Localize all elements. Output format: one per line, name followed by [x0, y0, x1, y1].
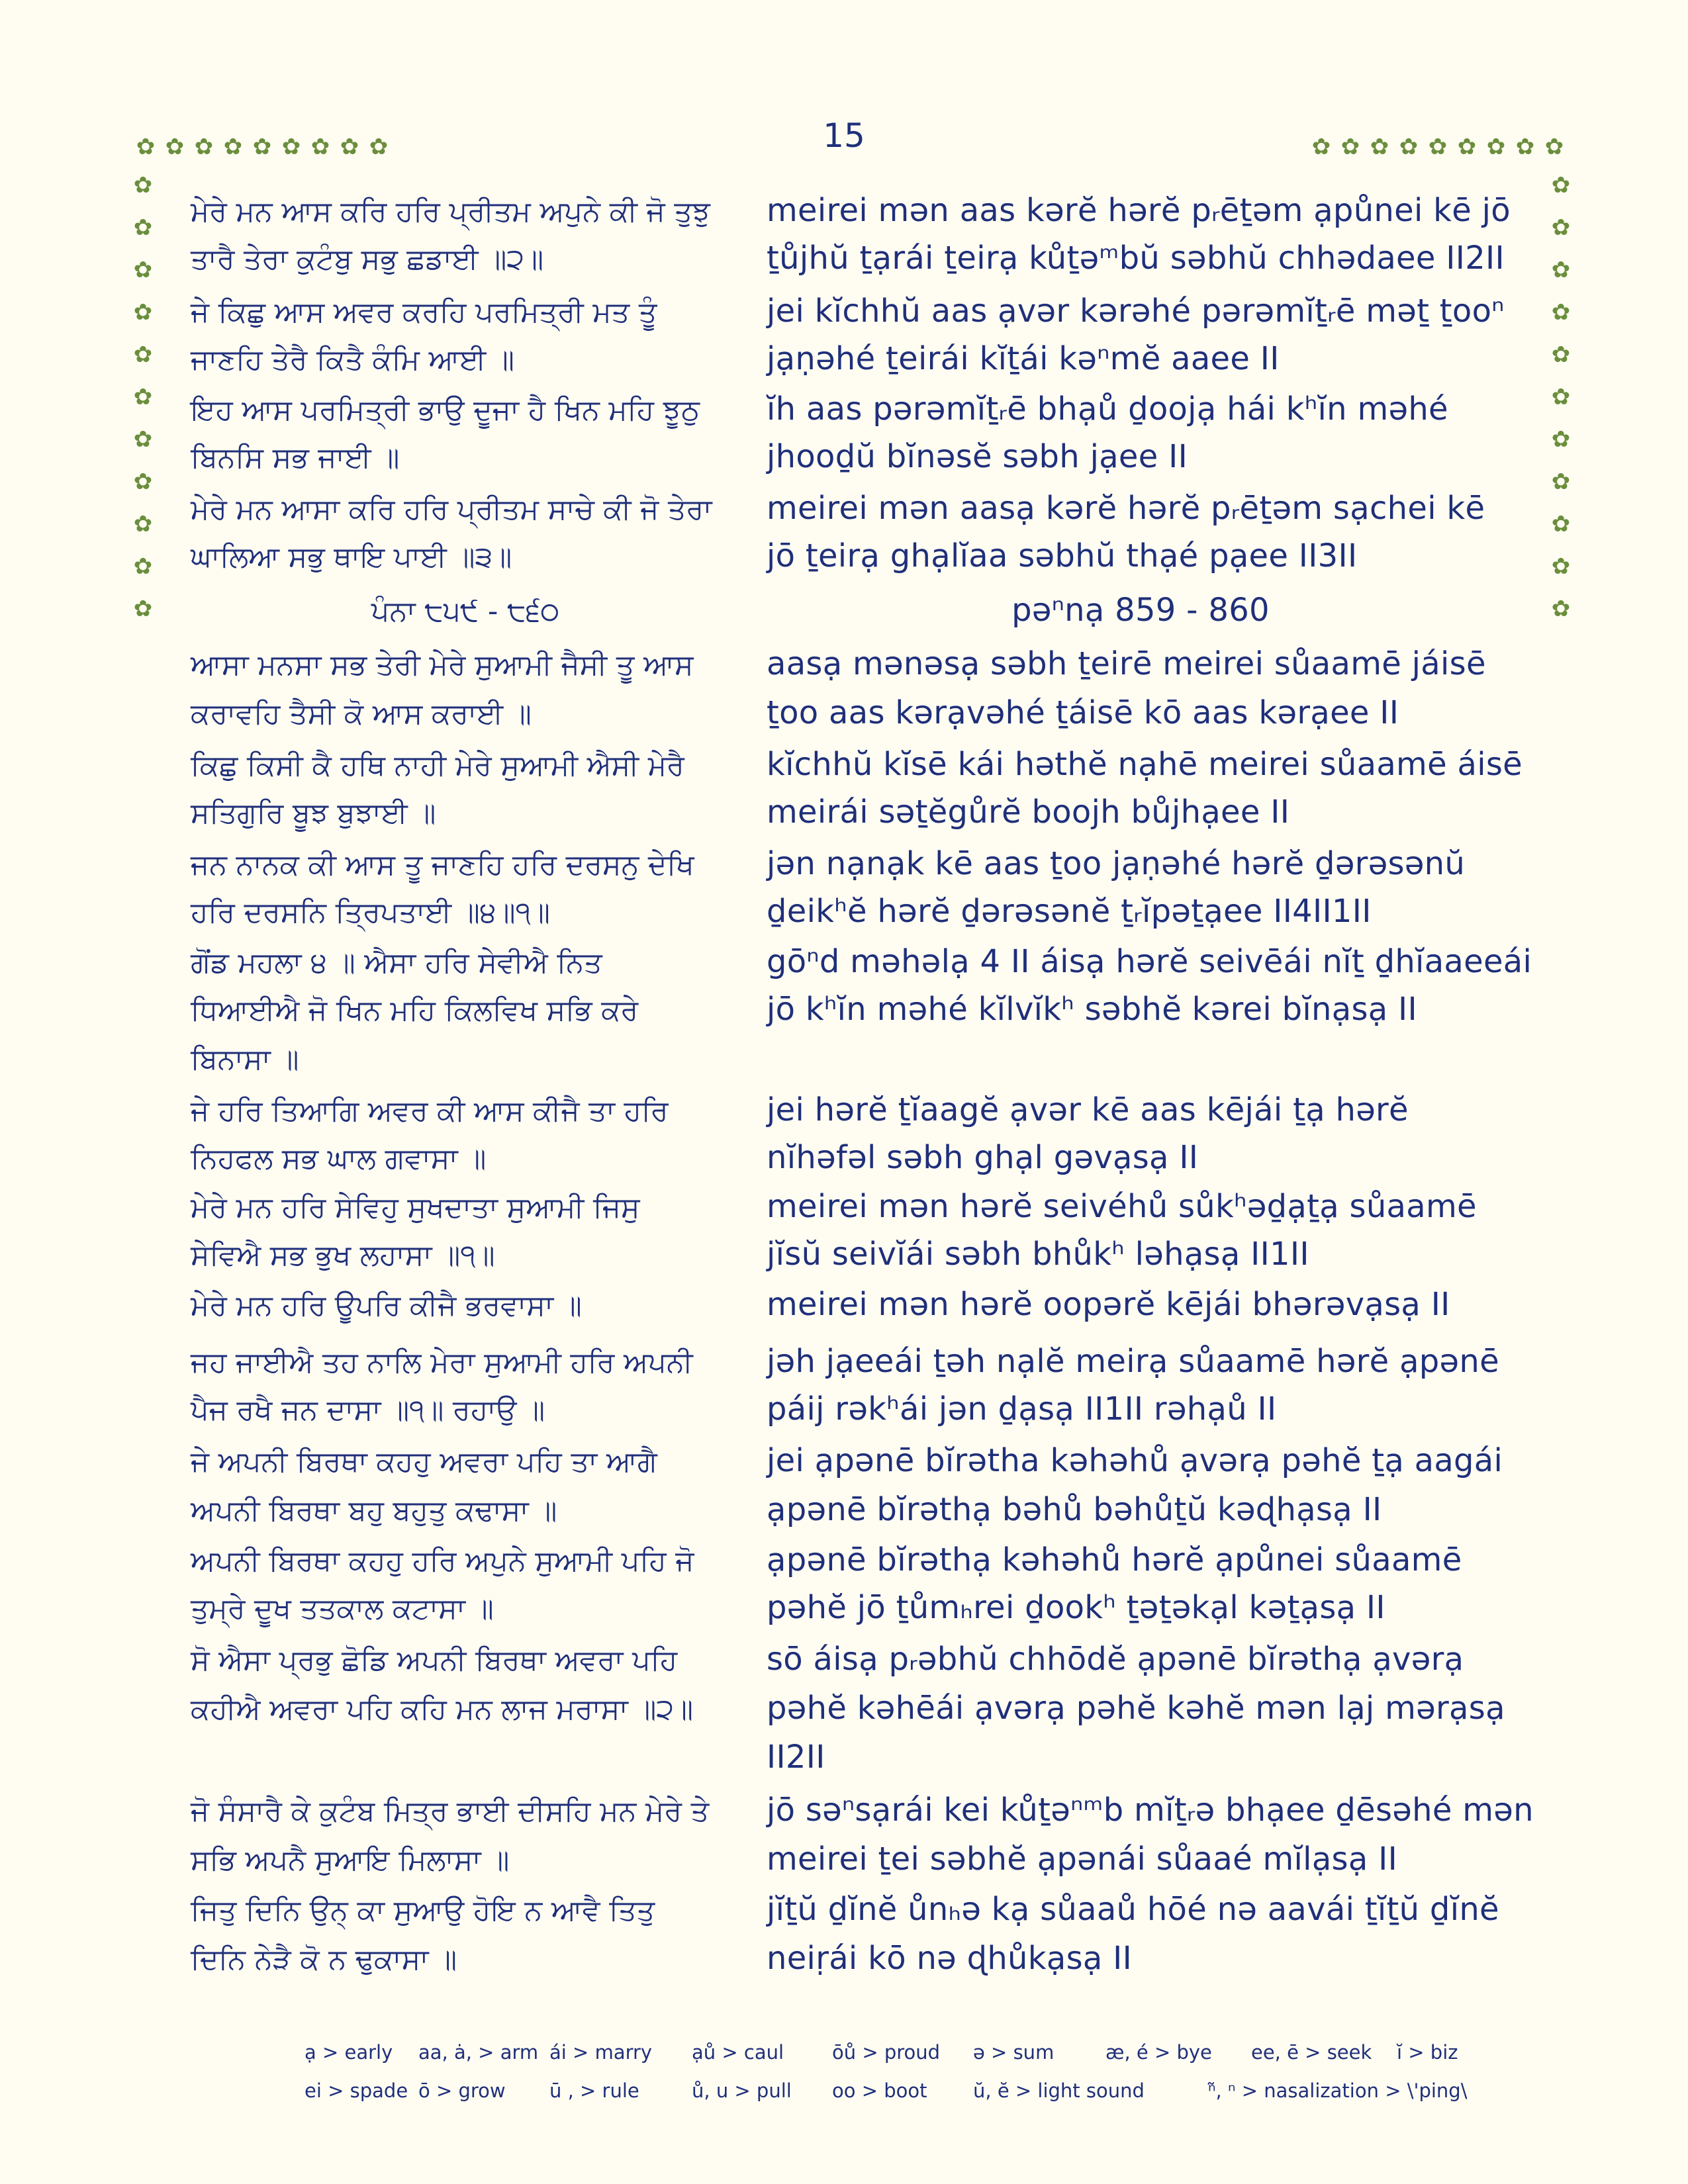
gurmukhi-line: ਮੇਰੇ ਮਨ ਹਰਿ ਊਪਰਿ ਕੀਜੈ ਭਰਵਾਸਾ ॥: [191, 1289, 582, 1322]
flower-ornament-icon: ✿: [136, 134, 156, 160]
flower-ornament-icon: ✿: [1551, 553, 1571, 580]
translit-line: ạpənē bĭrəthạ kəhəhů hərĕ ạpůnei sůaamē: [767, 1541, 1462, 1578]
flower-ornament-icon: ✿: [133, 511, 153, 537]
translit-line: jei hərĕ ṯĭaagĕ ạvər kē aas kējái ṯạ hərĕ: [767, 1091, 1409, 1128]
translit-line: aasạ mənəsạ səbh ṯeirē meirei sůaamē jáisē: [767, 645, 1486, 682]
translit-line: pəhĕ jō ṯůmₕrei ḏookʰ ṯəṯəkạl kəṯạsạ II: [767, 1589, 1385, 1626]
top-left-ornament-row: [131, 132, 393, 161]
flower-ornament-icon: ✿: [133, 299, 153, 326]
flower-ornament-icon: ✿: [1370, 134, 1389, 160]
gurmukhi-line: ਮੇਰੇ ਮਨ ਆਸ ਕਰਿ ਹਰਿ ਪ੍ਰੀਤਮ ਅਪੁਨੇ ਕੀ ਜੋ ਤੁਝੁ: [191, 195, 710, 228]
legend-item: ōů > proud: [832, 2041, 941, 2064]
gurmukhi-line: ਹਰਿ ਦਰਸਨਿ ਤ੍ਰਿਪਤਾਈ ॥੪॥੧॥: [191, 896, 550, 929]
translit-line: jō ṯeirạ ghạlĭaa səbhŭ thạé pạee II3II: [767, 537, 1358, 574]
gurmukhi-line: ਆਸਾ ਮਨਸਾ ਸਭ ਤੇਰੀ ਮੇਰੇ ਸੁਆਮੀ ਜੈਸੀ ਤੂ ਆਸ: [191, 649, 694, 682]
gurmukhi-line: ਜੇ ਕਿਛੁ ਆਸ ਅਵਰ ਕਰਹਿ ਪਰਮਿਤ੍ਰੀ ਮਤ ਤੂੰ: [191, 296, 657, 329]
translit-line: jəh jạeeái ṯəh nạlĕ meirạ sůaamē hərĕ ạpənē: [767, 1343, 1499, 1380]
legend-item: ei > spade: [305, 2079, 408, 2102]
flower-ornament-icon: ✿: [1486, 134, 1506, 160]
flower-ornament-icon: ✿: [194, 134, 214, 160]
gurmukhi-line: ਧਿਆਈਐ ਜੋ ਖਿਨ ਮਹਿ ਕਿਲਵਿਖ ਸਭਿ ਕਰੇ: [191, 994, 639, 1027]
flower-ornament-icon: ✿: [1428, 134, 1448, 160]
flower-ornament-icon: ✿: [223, 134, 243, 160]
flower-ornament-icon: ✿: [1551, 341, 1571, 368]
translit-line: jei kĭchhŭ aas ạvər kərəhé pərəmĭṯᵣē məṯ ṯooⁿ: [767, 293, 1505, 330]
gurmukhi-line: ਸੇਵਿਐ ਸਭ ਭੁਖ ਲਹਾਸਾ ॥੧॥: [191, 1239, 495, 1272]
translit-line: II2II: [767, 1739, 825, 1776]
gurmukhi-line: ਬਿਨਸਿ ਸਭ ਜਾਈ ॥: [191, 441, 400, 475]
flower-ornament-icon: ✿: [133, 172, 153, 199]
legend-item: ō > grow: [418, 2079, 506, 2102]
flower-ornament-icon: ✿: [165, 134, 185, 160]
legend-item: ŭ, ĕ > light sound: [973, 2079, 1145, 2102]
translit-line: neiṛái kō nə ɖhůkạsạ II: [767, 1940, 1133, 1977]
flower-ornament-icon: ✿: [133, 426, 153, 453]
flower-ornament-icon: ✿: [310, 134, 330, 160]
gurmukhi-line: ਜੇ ਹਰਿ ਤਿਆਗਿ ਅਵਰ ਕੀ ਆਸ ਕੀਜੈ ਤਾ ਹਰਿ: [191, 1095, 669, 1128]
translit-line: jĭṯŭ ḏĭnĕ ůnₕə kạ sůaaů hōé nə aavái ṯĭṯŭ ḏĭnĕ: [767, 1891, 1499, 1928]
flower-ornament-icon: ✿: [1311, 134, 1331, 160]
flower-ornament-icon: ✿: [1544, 134, 1564, 160]
gurmukhi-line: ਨਿਹਫਲ ਸਭ ਘਾਲ ਗਵਾਸਾ ॥: [191, 1142, 487, 1175]
flower-ornament-icon: ✿: [133, 257, 153, 283]
legend-item: ạů > caul: [692, 2041, 784, 2064]
gurmukhi-line: ਕਹੀਐ ਅਵਰਾ ਪਹਿ ਕਹਿ ਮਨ ਲਾਜ ਮਰਾਸਾ ॥੨॥: [191, 1693, 694, 1726]
gurmukhi-line: ਜੋ ਸੰਸਾਰੈ ਕੇ ਕੁਟੰਬ ਮਿਤ੍ਰ ਭਾਈ ਦੀਸਹਿ ਮਨ ਮੇਰੇ ਤੇ: [191, 1795, 710, 1828]
translit-line: meirái səṯĕgůrĕ boojh bůjhạee II: [767, 794, 1290, 831]
gurmukhi-line: ਮੇਰੇ ਮਨ ਹਰਿ ਸੇਵਿਹੁ ਸੁਖਦਾਤਾ ਸੁਆਮੀ ਜਿਸੁ: [191, 1191, 640, 1224]
legend-item: ái > marry: [549, 2041, 653, 2064]
translit-line: gōⁿd məhəlạ 4 II áisạ hərĕ seivēái nĭṯ ḏhĭaaeeái: [767, 943, 1532, 980]
flower-ornament-icon: ✿: [1551, 596, 1571, 622]
legend-item: ee, ē > seek: [1251, 2041, 1372, 2064]
gurmukhi-line: ਤੁਮ੍ਰੇ ਦੂਖ ਤਤਕਾਲ ਕਟਾਸਾ ॥: [191, 1592, 494, 1625]
translit-line: kĭchhŭ kĭsē kái həthĕ nạhē meirei sůaamē áisē: [767, 746, 1523, 783]
translit-line: ṯůjhŭ ṯạrái ṯeirạ kůṯəᵐbŭ səbhŭ chhədaee II2II: [767, 240, 1505, 277]
flower-ornament-icon: ✿: [1551, 257, 1571, 283]
flower-ornament-icon: ✿: [1551, 511, 1571, 537]
translit-line: meirei ṯei səbhĕ ạpənái sůaaé mĭlạsạ II: [767, 1841, 1398, 1878]
legend-item: ĭ > biz: [1397, 2041, 1458, 2064]
gurmukhi-line: ਜੇ ਅਪਨੀ ਬਿਰਥਾ ਕਹਹੁ ਅਵਰਾ ਪਹਿ ਤਾ ਆਗੈ: [191, 1445, 657, 1479]
gurmukhi-line: ਅਪਨੀ ਬਿਰਥਾ ਬਹੁ ਬਹੁਤੁ ਕਢਾਸਾ ॥: [191, 1494, 557, 1527]
flower-ornament-icon: ✿: [1551, 299, 1571, 326]
gurmukhi-line: ਜਹ ਜਾਈਐ ਤਹ ਨਾਲਿ ਮੇਰਾ ਸੁਆਮੀ ਹਰਿ ਅਪਨੀ: [191, 1346, 693, 1379]
gurmukhi-line: ਸਤਿਗੁਰਿ ਬੂਝ ਬੁਝਾਈ ॥: [191, 797, 436, 830]
flower-ornament-icon: ✿: [369, 134, 389, 160]
gurmukhi-line: ਇਹ ਆਸ ਪਰਮਿਤ੍ਰੀ ਭਾਉ ਦੂਜਾ ਹੈ ਖਿਨ ਮਹਿ ਝੂਠੁ: [191, 394, 700, 427]
gurmukhi-line: ਪੈਜ ਰਖੈ ਜਨ ਦਾਸਾ ॥੧॥ ਰਹਾਉ ॥: [191, 1394, 545, 1427]
page-range-heading-gurmukhi: ਪੰਨਾ ੮੫੯ - ੮੬੦: [371, 595, 560, 628]
flower-ornament-icon: ✿: [133, 214, 153, 241]
translit-line: sō áisạ pᵣəbhŭ chhōdĕ ạpənē bĭrəthạ ạvərạ: [767, 1641, 1464, 1678]
legend-item: ə > sum: [973, 2041, 1055, 2064]
page-number: 15: [823, 116, 865, 155]
gurmukhi-line: ਅਪਨੀ ਬਿਰਥਾ ਕਹਹੁ ਹਰਿ ਅਪੁਨੇ ਸੁਆਮੀ ਪਹਿ ਜੋ: [191, 1545, 694, 1578]
flower-ornament-icon: ✿: [133, 469, 153, 495]
flower-ornament-icon: ✿: [340, 134, 359, 160]
translit-line: pəhĕ kəhēái ạvərạ pəhĕ kəhĕ mən lạj mərạsạ: [767, 1690, 1505, 1727]
flower-ornament-icon: ✿: [1551, 214, 1571, 241]
flower-ornament-icon: ✿: [1551, 426, 1571, 453]
flower-ornament-icon: ✿: [1515, 134, 1535, 160]
gurmukhi-line: ਬਿਨਾਸਾ ॥: [191, 1043, 299, 1076]
flower-ornament-icon: ✿: [133, 596, 153, 622]
gurmukhi-line: ਜਿਤੁ ਦਿਨਿ ਉਨ੍ ਕਾ ਸੁਆਉ ਹੋਇ ਨ ਆਵੈ ਤਿਤੁ: [191, 1894, 655, 1927]
translit-line: jō kʰĭn məhé kĭlvĭkʰ səbhĕ kərei bĭnạsạ II: [767, 991, 1417, 1028]
flower-ornament-icon: ✿: [1551, 384, 1571, 410]
flower-ornament-icon: ✿: [1457, 134, 1477, 160]
translit-line: meirei mən hərĕ oopərĕ kējái bhərəvạsạ II: [767, 1286, 1450, 1323]
flower-ornament-icon: ✿: [133, 553, 153, 580]
gurmukhi-line: ਮੇਰੇ ਮਨ ਆਸਾ ਕਰਿ ਹਰਿ ਪ੍ਰੀਤਮ ਸਾਚੇ ਕੀ ਜੋ ਤੇਰਾ: [191, 493, 712, 526]
legend-item: ạ > early: [305, 2041, 393, 2064]
translit-line: jei ạpənē bĭrətha kəhəhů ạvərạ pəhĕ ṯạ aagái: [767, 1442, 1503, 1479]
gurmukhi-line: ਤਾਰੈ ਤੇਰਾ ਕੁਟੰਬੁ ਸਭੁ ਛਡਾਈ ॥੨॥: [191, 243, 544, 276]
flower-ornament-icon: ✿: [281, 134, 301, 160]
legend-item: ⁿ̃, ⁿ > nasalization > \'ping\: [1208, 2079, 1468, 2102]
gurmukhi-line: ਸੋ ਐਸਾ ਪ੍ਰਭੁ ਛੋਡਿ ਅਪਨੀ ਬਿਰਥਾ ਅਵਰਾ ਪਹਿ: [191, 1644, 678, 1677]
gurmukhi-line: ਗੋਂਡ ਮਹਲਾ ੪ ॥ ਐਸਾ ਹਰਿ ਸੇਵੀਐ ਨਿਤ: [191, 946, 602, 979]
translit-line: jạṇəhé ṯeirái kĭṯái kəⁿmĕ aaee II: [767, 340, 1280, 377]
flower-ornament-icon: ✿: [1399, 134, 1419, 160]
flower-ornament-icon: ✿: [1551, 172, 1571, 199]
legend-item: æ, é > bye: [1105, 2041, 1212, 2064]
translit-line: jĭsŭ seivĭái səbh bhůkʰ ləhạsạ II1II: [767, 1236, 1309, 1273]
gurmukhi-line: ਜਨ ਨਾਨਕ ਕੀ ਆਸ ਤੂ ਜਾਣਹਿ ਹਰਿ ਦਰਸਨੁ ਦੇਖਿ: [191, 848, 694, 882]
flower-ornament-icon: ✿: [1340, 134, 1360, 160]
gurmukhi-line: ਜਾਣਹਿ ਤੇਰੈ ਕਿਤੈ ਕੰਮਿ ਆਈ ॥: [191, 343, 514, 377]
legend-item: ů, u > pull: [692, 2079, 792, 2102]
left-ornament-column: [128, 164, 158, 630]
translit-line: meirei mən aasạ kərĕ hərĕ pᵣēṯəm sạchei kē: [767, 490, 1485, 527]
gurmukhi-line: ਘਾਲਿਆ ਸਭੁ ਥਾਇ ਪਾਈ ॥੩॥: [191, 541, 512, 574]
flower-ornament-icon: ✿: [133, 384, 153, 410]
legend-item: aa, ȧ, > arm: [418, 2041, 539, 2064]
flower-ornament-icon: ✿: [252, 134, 272, 160]
translit-line: nĭhəfəl səbh ghạl gəvạsạ II: [767, 1139, 1199, 1176]
flower-ornament-icon: ✿: [133, 341, 153, 368]
page-range-heading-translit: pəⁿnạ 859 - 860: [1011, 592, 1270, 629]
top-right-ornament-row: [1307, 132, 1569, 161]
translit-line: ạpənē bĭrəthạ bəhů bəhůṯŭ kəɖhạsạ II: [767, 1491, 1382, 1528]
translit-line: meirei mən hərĕ seivéhů sůkʰəḏạṯạ sůaamē: [767, 1188, 1477, 1225]
flower-ornament-icon: ✿: [1551, 469, 1571, 495]
translit-line: ĭh aas pərəmĭṯᵣē bhạů ḏoojạ hái kʰĭn məhé: [767, 390, 1448, 428]
gurmukhi-line: ਸਭਿ ਅਪਨੈ ਸੁਆਇ ਮਿਲਾਸਾ ॥: [191, 1844, 510, 1877]
translit-line: páij rəkʰái jən ḏạsạ II1II rəhạů II: [767, 1390, 1277, 1428]
translit-line: meirei mən aas kərĕ hərĕ pᵣēṯəm ạpůnei kē jō: [767, 192, 1511, 229]
translit-line: jhooḏŭ bĭnəsĕ səbh jạee II: [767, 438, 1188, 475]
translit-line: jō səⁿsạrái kei kůṯəⁿᵐb mĭṯᵣə bhạee ḏēsəhé mən: [767, 1792, 1534, 1829]
legend-item: ū , > rule: [549, 2079, 639, 2102]
translit-line: ṯoo aas kərạvəhé ṯáisē kō aas kərạee II: [767, 694, 1399, 731]
translit-line: jən nạnạk kē aas ṯoo jạṇəhé hərĕ ḏərəsənŭ: [767, 845, 1466, 882]
gurmukhi-line: ਕਿਛੁ ਕਿਸੀ ਕੈ ਹਥਿ ਨਾਹੀ ਮੇਰੇ ਸੁਆਮੀ ਐਸੀ ਮੇਰੈ: [191, 749, 684, 782]
translit-line: ḏeikʰĕ hərĕ ḏərəsənĕ ṯᵣĭpəṯạee II4II1II: [767, 893, 1372, 930]
legend-item: oo > boot: [832, 2079, 927, 2102]
gurmukhi-line: ਕਰਾਵਹਿ ਤੈਸੀ ਕੋ ਆਸ ਕਰਾਈ ॥: [191, 698, 532, 731]
right-ornament-column: [1546, 164, 1575, 630]
gurmukhi-line: ਦਿਨਿ ਨੇੜੈ ਕੋ ਨ ਢੁਕਾਸਾ ॥: [191, 1943, 457, 1976]
